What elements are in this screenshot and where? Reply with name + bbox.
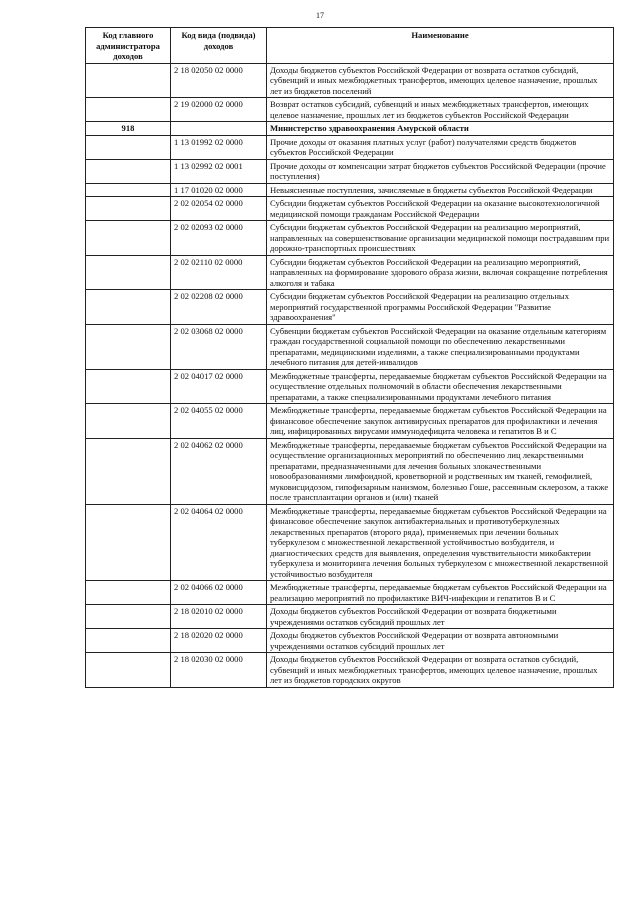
admin-code-cell (86, 438, 171, 504)
table-row (86, 221, 614, 256)
admin-code-cell (86, 324, 171, 369)
revenue-code-cell (171, 122, 267, 136)
revenue-code-cell: 2 18 02010 02 0000 (171, 605, 267, 629)
revenue-name-cell: Субвенции бюджетам субъектов Российской Федерации на оказание отдельным категориям граждан государственной социальной помощи по обеспечению лекарственными препаратами, медицинскими изделиями, а также специализированными продуктами лечебного питания для детей-инвалидов (267, 324, 614, 369)
revenue-code-cell: 1 17 01020 02 0000 (171, 183, 267, 197)
admin-code-cell (86, 504, 171, 581)
revenue-code-cell: 2 02 04062 02 0000 (171, 438, 267, 504)
revenue-name-cell: Субсидии бюджетам субъектов Российской Федерации на реализацию мероприятий, направленных на формирование здорового образа жизни, включая сокращение потребления алкоголя и табака (267, 255, 614, 290)
table-row (86, 159, 614, 183)
revenue-code-cell: 2 02 04055 02 0000 (171, 404, 267, 439)
admin-code-cell (86, 255, 171, 290)
table-row (86, 404, 614, 439)
revenue-name-cell: Доходы бюджетов субъектов Российской Федерации от возврата автономными учреждениями остатков субсидий прошлых лет (267, 629, 614, 653)
revenue-code-cell: 2 18 02050 02 0000 (171, 63, 267, 98)
revenue-name-cell: Прочие доходы от компенсации затрат бюджетов субъектов Российской Федерации (прочие поступления) (267, 159, 614, 183)
revenue-code-cell: 2 02 02110 02 0000 (171, 255, 267, 290)
revenue-codes-table (85, 27, 614, 688)
revenue-code-cell: 1 13 01992 02 0000 (171, 135, 267, 159)
admin-code-cell (86, 605, 171, 629)
revenue-name-cell: Субсидии бюджетам субъектов Российской Федерации на оказание высокотехнологичной медицинской помощи гражданам Российской Федерации (267, 197, 614, 221)
admin-code-cell (86, 221, 171, 256)
table-row (86, 197, 614, 221)
table-body (86, 63, 614, 687)
revenue-code-cell: 1 13 02992 02 0001 (171, 159, 267, 183)
table-row (86, 324, 614, 369)
revenue-name-cell: Межбюджетные трансферты, передаваемые бюджетам субъектов Российской Федерации на финансовое обеспечение закупок антивирусных препаратов для профилактики и лечения лиц, инфицированных вирусами иммунодефицита человека и гепатитов В и С (267, 404, 614, 439)
table-row (86, 290, 614, 325)
admin-code-cell (86, 197, 171, 221)
header-type-code: Код вида (подвида) доходов (171, 28, 267, 64)
admin-code-cell (86, 369, 171, 404)
table-row (86, 255, 614, 290)
revenue-name-cell: Субсидии бюджетам субъектов Российской Федерации на реализацию мероприятий, направленных на совершенствование организации медицинской помощи пострадавшим при дорожно-транспортных происшествиях (267, 221, 614, 256)
revenue-name-cell: Невыясненные поступления, зачисляемые в бюджеты субъектов Российской Федерации (267, 183, 614, 197)
admin-code-cell (86, 581, 171, 605)
revenue-name-cell: Прочие доходы от оказания платных услуг (работ) получателями средств бюджетов субъектов Российской Федерации (267, 135, 614, 159)
revenue-name-cell: Межбюджетные трансферты, передаваемые бюджетам субъектов Российской Федерации на реализацию мероприятий по профилактике ВИЧ-инфекции и гепатитов В и С (267, 581, 614, 605)
revenue-name-cell: Межбюджетные трансферты, передаваемые бюджетам субъектов Российской Федерации на осуществление отдельных полномочий в области обеспечения лекарственными препаратами, а также специализированными продуктами лечебного питания (267, 369, 614, 404)
table-row (86, 438, 614, 504)
admin-code-cell (86, 653, 171, 688)
header-name: Наименование (267, 28, 614, 64)
table-row (86, 653, 614, 688)
revenue-name-cell: Межбюджетные трансферты, передаваемые бюджетам субъектов Российской Федерации на финансовое обеспечение закупок антибактериальных и противотуберкулезных лекарственных препаратов (второго ряда), применяемых при лечении больных туберкулезом с множественной лекарственной устойчивостью возбудителя, и диагностических средств для выявления, определения чувствительности микобактерии туберкулеза и мониторинга лечения больных туберкулезом с множественной лекарственной устойчивостью возбудителя (267, 504, 614, 581)
admin-code-cell (86, 159, 171, 183)
revenue-name-cell: Субсидии бюджетам субъектов Российской Федерации на реализацию отдельных мероприятий государственной программы Российской Федерации "Развитие здравоохранения" (267, 290, 614, 325)
admin-code-cell (86, 183, 171, 197)
revenue-code-cell: 2 02 04066 02 0000 (171, 581, 267, 605)
table-row (86, 629, 614, 653)
page-number: 17 (316, 11, 324, 20)
table-row (86, 605, 614, 629)
revenue-code-cell: 2 02 02054 02 0000 (171, 197, 267, 221)
revenue-code-cell: 2 19 02000 02 0000 (171, 98, 267, 122)
table-row (86, 122, 614, 136)
table-row (86, 135, 614, 159)
revenue-name-cell: Доходы бюджетов субъектов Российской Федерации от возврата бюджетными учреждениями остатков субсидий прошлых лет (267, 605, 614, 629)
revenue-code-cell: 2 02 04017 02 0000 (171, 369, 267, 404)
admin-code-cell (86, 63, 171, 98)
admin-code-cell (86, 98, 171, 122)
revenue-name-cell: Возврат остатков субсидий, субвенций и иных межбюджетных трансфертов, имеющих целевое назначение, прошлых лет из бюджетов субъектов Российской Федерации (267, 98, 614, 122)
table-row (86, 369, 614, 404)
table-header-row (86, 28, 614, 64)
admin-code-cell (86, 135, 171, 159)
admin-code-cell (86, 629, 171, 653)
revenue-code-cell: 2 02 04064 02 0000 (171, 504, 267, 581)
revenue-name-cell: Министерство здравоохранения Амурской области (267, 122, 614, 136)
table-row (86, 63, 614, 98)
revenue-code-cell: 2 18 02030 02 0000 (171, 653, 267, 688)
header-admin-code: Код главного администратора доходов (86, 28, 171, 64)
table-row (86, 504, 614, 581)
revenue-code-cell: 2 02 02093 02 0000 (171, 221, 267, 256)
table-row (86, 98, 614, 122)
revenue-name-cell: Доходы бюджетов субъектов Российской Федерации от возврата остатков субсидий, субвенций и иных межбюджетных трансфертов, имеющих целевое назначение, прошлых лет из бюджетов городских округов (267, 653, 614, 688)
table-row (86, 581, 614, 605)
revenue-code-cell: 2 02 02208 02 0000 (171, 290, 267, 325)
revenue-code-cell: 2 18 02020 02 0000 (171, 629, 267, 653)
revenue-name-cell: Доходы бюджетов субъектов Российской Федерации от возврата остатков субсидий, субвенций и иных межбюджетных трансфертов, имеющих целевое назначение, прошлых лет из бюджетов поселений (267, 63, 614, 98)
admin-code-cell (86, 290, 171, 325)
table-row (86, 183, 614, 197)
admin-code-cell (86, 404, 171, 439)
revenue-code-cell: 2 02 03068 02 0000 (171, 324, 267, 369)
admin-code-cell: 918 (86, 122, 171, 136)
revenue-name-cell: Межбюджетные трансферты, передаваемые бюджетам субъектов Российской Федерации на осуществление организационных мероприятий по обеспечению лиц лекарственными препаратами, предназначенными для лечения больных злокачественными новообразованиями лимфоидной, кроветворной и родственных им тканей, гемофилией, муковисцидозом, гипофизарным нанизмом, болезнью Гоше, рассеянным склерозом, а также после трансплантации органов и (или) тканей (267, 438, 614, 504)
